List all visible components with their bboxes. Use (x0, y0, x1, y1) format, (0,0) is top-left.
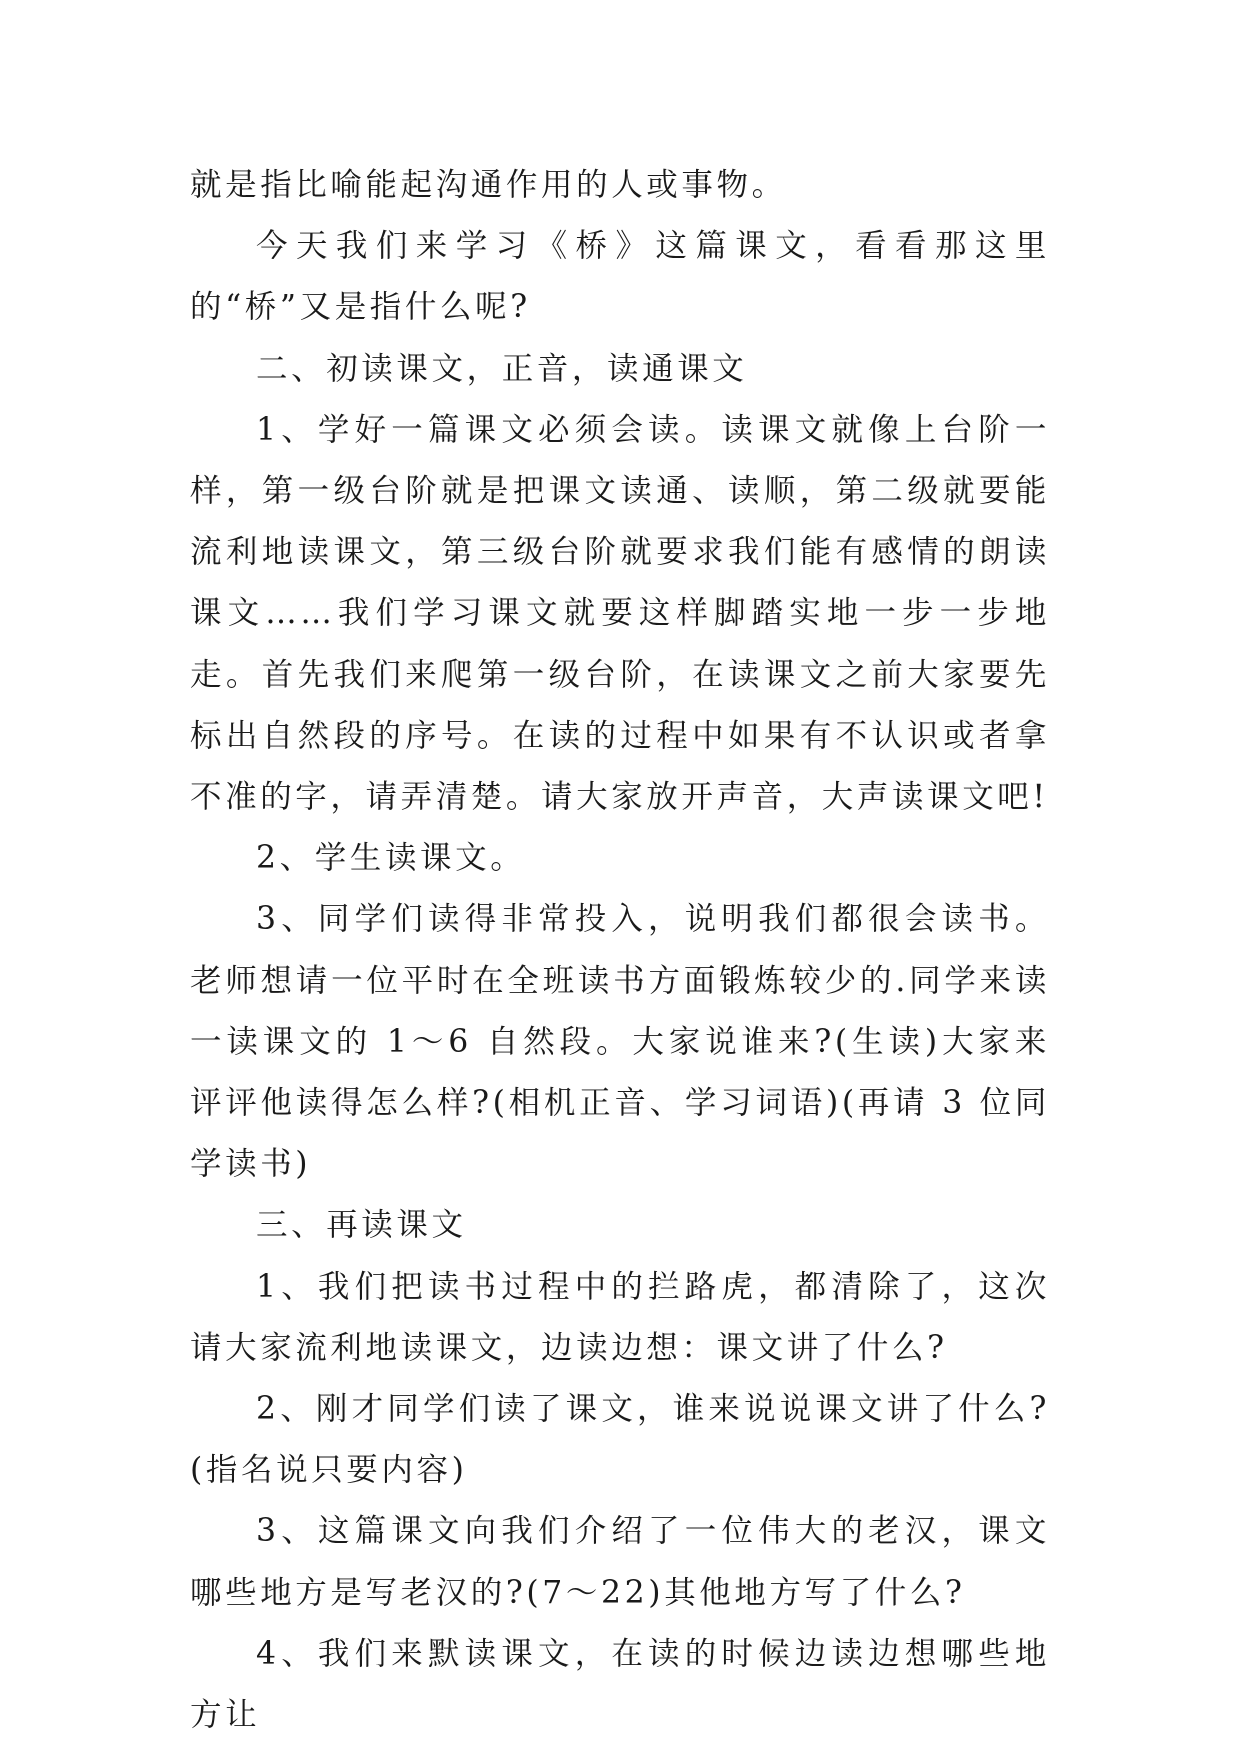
paragraph-7: 1、我们把读书过程中的拦路虎，都清除了，这次请大家流利地读课文，边读边想：课文讲了什么? (190, 1268, 1050, 1366)
paragraph-5: 3、同学们读得非常投入，说明我们都很会读书。老师想请一位平时在全班读书方面锻炼较少的.同学来读一读课文的 1～6 自然段。大家说谁来?(生读)大家来评评他读得怎么样?(相机正音、学习词语)(再请 3 位同学读书) (190, 901, 1050, 1183)
section-heading-6: 三、再读课文 (256, 1207, 467, 1244)
section-heading-2: 二、初读课文，正音，读通课文 (256, 350, 748, 387)
paragraph-0: 就是指比喻能起沟通作用的人或事物。 (190, 167, 787, 203)
paragraph-9: 3、这篇课文向我们介绍了一位伟大的老汉，课文哪些地方是写老汉的?(7～22)其他地方写了什么? (190, 1513, 1050, 1611)
document-body (190, 155, 1050, 1746)
paragraph-4: 2、学生读课文。 (256, 840, 526, 877)
paragraph-3: 1、学好一篇课文必须会读。读课文就像上台阶一样，第一级台阶就是把课文读通、读顺，第二级就要能流利地读课文，第三级台阶就要求我们能有感情的朗读课文……我们学习课文就要这样脚踏实地一步一步地走。首先我们来爬第一级台阶，在读课文之前大家要先标出自然段的序号。在读的过程中如果有不认识或者拿不准的字，请弄清楚。请大家放开声音，大声读课文吧! (190, 411, 1050, 816)
paragraph-1: 今天我们来学习《桥》这篇课文，看看那这里的“桥”又是指什么呢? (190, 228, 1050, 326)
paragraph-8: 2、刚才同学们读了课文，谁来说说课文讲了什么?(指名说只要内容) (190, 1391, 1050, 1489)
paragraph-10: 4、我们来默读课文，在读的时候边读边想哪些地方让 (190, 1635, 1050, 1734)
